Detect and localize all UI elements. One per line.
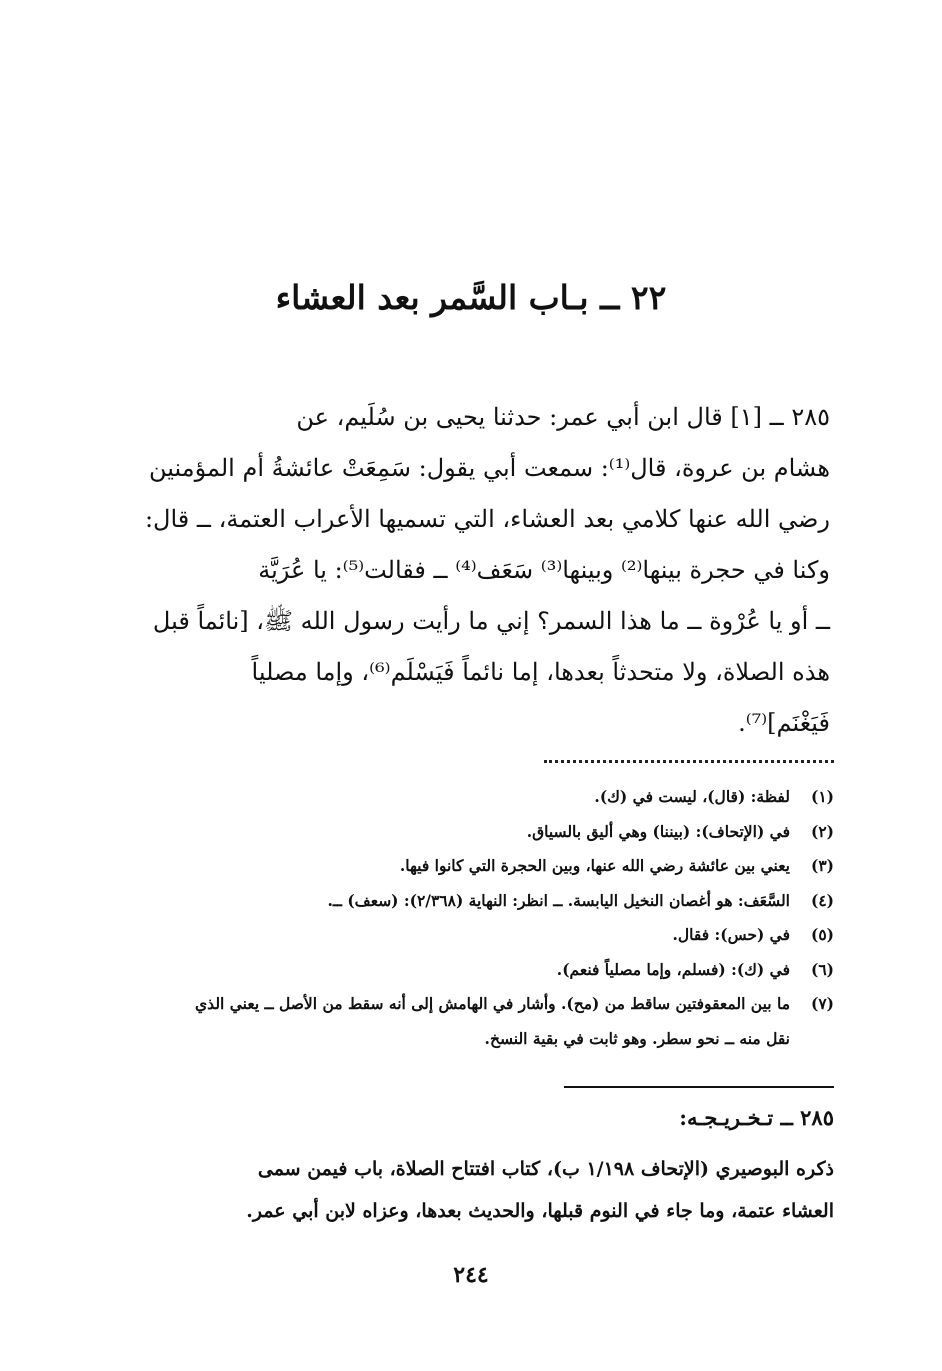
footnote-text: في (الإتحاف): (بيننا) وهي أليق بالسياق. [526, 821, 790, 841]
footnote-number: (٥) [810, 925, 834, 944]
footnote-number: (٣) [810, 856, 834, 875]
footnote-text: السَّعَف: هو أغصان النخيل اليابسة. ــ انظر: النهاية (٢/٣٦٨): (سعف) ــ. [327, 890, 790, 910]
hadith-line-6: هذه الصلاة، ولا متحدثاً بعدها، إما نائماً فَيَسْلَم⁽⁶⁾، وإما مصلياً [251, 658, 830, 686]
footnote [104, 780, 834, 815]
footnote-text: نقل منه ــ نحو سطر. وهو ثابت في بقية النسخ. [484, 1028, 790, 1048]
footnote-text: في (ك): (فسلم، وإما مصلياً فنعم). [556, 959, 790, 979]
hadith-text [106, 392, 830, 749]
takhrij-heading: ٢٨٥ ــ تـخـريـجـه: [679, 1105, 834, 1130]
takhrij-line-2: العشاء عتمة، وما جاء في النوم قبلها، والحديث بعدها، وعزاه لابن أبي عمر. [246, 1200, 834, 1222]
footnote-number: (٧) [810, 994, 834, 1013]
footnote [104, 815, 834, 850]
footnote-text: يعني بين عائشة رضي الله عنها، وبين الحجرة التي كانوا فيها. [399, 856, 790, 875]
hadith-line-2: هشام بن عروة، قال⁽¹⁾: سمعت أبي يقول: سَمِعَتْ عائشةُ أم المؤمنين [148, 454, 830, 482]
footnote-continuation [104, 1022, 834, 1057]
hadith-line-4: وكنا في حجرة بينها⁽²⁾ وبينها⁽³⁾ سَعَف⁽⁴⁾ ــ فقالت⁽⁵⁾: يا عُرَيَّة [258, 556, 830, 584]
footnote-text: في (حس): فقال. [672, 925, 790, 944]
footnote [104, 884, 834, 919]
hadith-line-5: ــ أو يا عُرْوة ــ ما هذا السمر؟ إني ما رأيت رسول الله ﷺ، [نائماً قبل [152, 607, 830, 635]
footnote [104, 987, 834, 1022]
footnote-number: (٦) [810, 959, 834, 979]
footnote-text: لفظة: (قال)، ليست في (ك). [594, 787, 790, 806]
takhrij-line-1: ذكره البوصيري (الإتحاف ١/١٩٨ ب)، كتاب افتتاح الصلاة، باب فيمن سمى [257, 1158, 834, 1180]
footnote-number [790, 1022, 834, 1057]
footnote [104, 953, 834, 988]
footnote-number: (٢) [810, 821, 834, 841]
hadith-line-1: ٢٨٥ ــ [١] قال ابن أبي عمر: حدثنا يحيى بن سُلَيم، عن [296, 403, 830, 431]
takhrij-separator [564, 1086, 834, 1088]
footnote-number: (٤) [810, 890, 834, 910]
footnote [104, 918, 834, 953]
chapter-title: ٢٢ ــ بـاب السَّمر بعد العشاء [275, 278, 667, 317]
footnote-separator [544, 760, 834, 763]
page-number: ٢٤٤ [453, 1262, 489, 1288]
footnotes [104, 780, 834, 1056]
takhrij-text [104, 1148, 834, 1232]
hadith-line-3: رضي الله عنها كلامي بعد العشاء، التي تسميها الأعراب العتمة، ــ قال: [144, 505, 830, 533]
hadith-line-7: فَيَغْنَم]⁽⁷⁾. [738, 709, 830, 737]
footnote-number: (١) [810, 787, 834, 806]
footnote-text: ما بين المعقوفتين ساقط من (مح). وأشار في الهامش إلى أنه سقط من الأصل ــ يعني الذي [195, 994, 790, 1013]
footnote [104, 849, 834, 884]
